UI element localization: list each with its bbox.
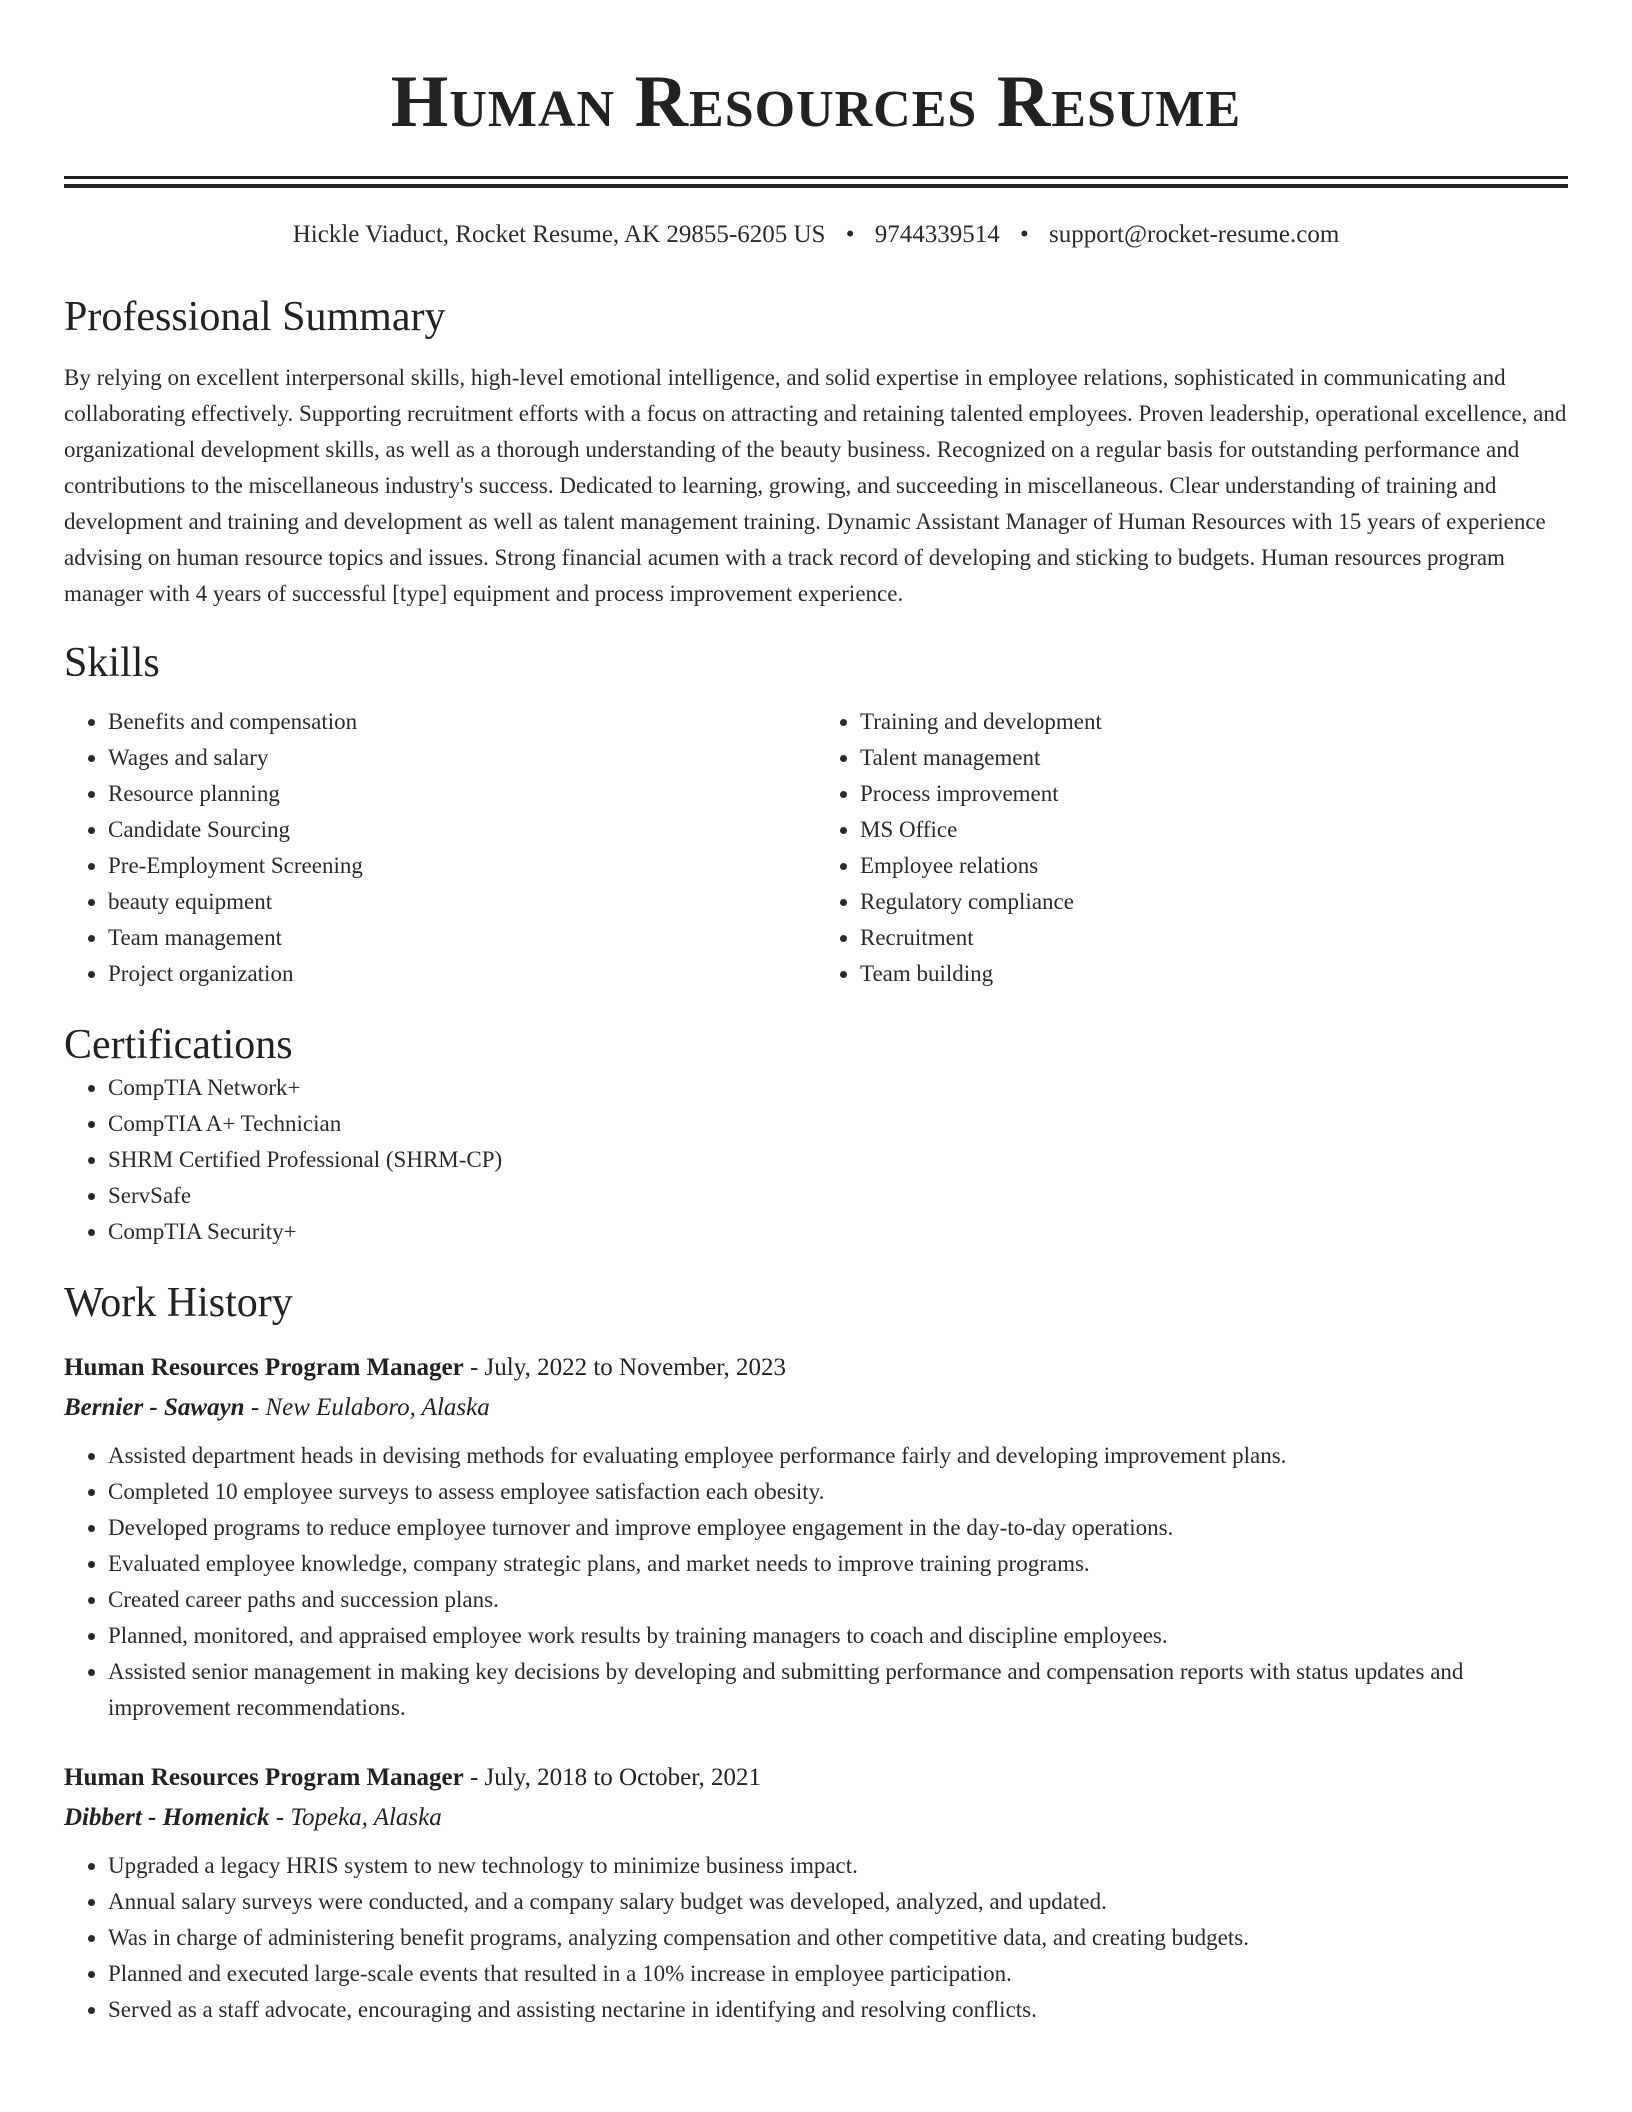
job-role: Human Resources Program Manager: [64, 1354, 464, 1381]
job-company: Bernier - Sawayn: [64, 1394, 245, 1421]
skill-item: • beauty equipment: [108, 884, 816, 920]
job-location: New Eulaboro, Alaska: [265, 1394, 490, 1421]
skills-list-right: [816, 704, 1568, 992]
job-duty: • Assisted department heads in devising methods for evaluating employee performance fairly and developing improvement plans.: [108, 1438, 1568, 1474]
skill-item: • Training and development: [860, 704, 1568, 740]
job-duty: • Evaluated employee knowledge, company strategic plans, and market needs to improve training programs.: [108, 1546, 1568, 1582]
contact-address: Hickle Viaduct, Rocket Resume, AK 29855-6205 US: [292, 221, 826, 248]
skills-columns: [64, 704, 1568, 992]
skill-item: • Team management: [108, 920, 816, 956]
certifications-list: [64, 1070, 1568, 1250]
skills-heading: Skills: [64, 640, 160, 686]
job-duty: • Assisted senior management in making key decisions by developing and submitting performance and compensation reports with status updates and improvement recommendations.: [108, 1654, 1568, 1726]
job-duty: • Developed programs to reduce employee turnover and improve employee engagement in the day-to-day operations.: [108, 1510, 1568, 1546]
title-double-rule: [64, 176, 1568, 188]
summary-text: By relying on excellent interpersonal skills, high-level emotional intelligence, and solid expertise in employee relations, sophisticated in communicating and collaborating effectively. Supporting recruitment efforts with a focus on attracting and retaining talented employees. Proven leadership, operational excellence, and organizational development skills, as well as a thorough understanding of the beauty business. Recognized on a regular basis for outstanding performance and contributions to the miscellaneous industry's success. Dedicated to learning, growing, and succeeding in miscellaneous. Clear understanding of training and development and training and development as well as talent management training. Dynamic Assistant Manager of Human Resources with 15 years of experience advising on human resource topics and issues. Strong financial acumen with a track record of developing and sticking to budgets. Human resources program manager with 4 years of successful [type] equipment and process improvement experience.: [64, 365, 1567, 606]
skills-list-left: [64, 704, 816, 992]
skill-item: • Candidate Sourcing: [108, 812, 816, 848]
job-duty: • Planned and executed large-scale events that resulted in a 10% increase in employee participation.: [108, 1956, 1568, 1992]
certification-item: • CompTIA A+ Technician: [108, 1106, 1568, 1142]
certification-item: • CompTIA Network+: [108, 1070, 1568, 1106]
job-title-line: Human Resources Program Manager - July, 2018 to October, 2021: [64, 1764, 762, 1791]
job-duties-list: [64, 1848, 1568, 2028]
skill-item: • Benefits and compensation: [108, 704, 816, 740]
job-dates: July, 2022 to November, 2023: [484, 1354, 787, 1381]
job-duty: • Was in charge of administering benefit programs, analyzing compensation and other competitive data, and creating budgets.: [108, 1920, 1568, 1956]
skill-item: • Employee relations: [860, 848, 1568, 884]
certification-item: • CompTIA Security+: [108, 1214, 1568, 1250]
contact-email: support@rocket-resume.com: [1048, 221, 1340, 248]
summary-heading: Professional Summary: [64, 294, 446, 340]
work-history-heading: Work History: [64, 1280, 293, 1326]
skill-item: • Wages and salary: [108, 740, 816, 776]
job-entry: [64, 1758, 1568, 2028]
skill-item: • Pre-Employment Screening: [108, 848, 816, 884]
skill-item: • Process improvement: [860, 776, 1568, 812]
job-company: Dibbert - Homenick: [64, 1804, 270, 1831]
skill-item: • Project organization: [108, 956, 816, 992]
contact-separator: •: [845, 221, 855, 248]
certification-item: • ServSafe: [108, 1178, 1568, 1214]
job-duty: • Planned, monitored, and appraised employee work results by training managers to coach and discipline employees.: [108, 1618, 1568, 1654]
job-company-line: Dibbert - Homenick - Topeka, Alaska: [64, 1804, 442, 1831]
job-duties-list: [64, 1438, 1568, 1726]
skill-item: • Recruitment: [860, 920, 1568, 956]
contact-separator: •: [1019, 221, 1029, 248]
skill-item: • Resource planning: [108, 776, 816, 812]
resume-title: Human Resources Resume: [390, 61, 1242, 143]
job-title-line: Human Resources Program Manager - July, 2022 to November, 2023: [64, 1354, 787, 1381]
skill-item: • MS Office: [860, 812, 1568, 848]
contact-phone: 9744339514: [874, 221, 1000, 248]
job-location: Topeka, Alaska: [290, 1804, 442, 1831]
skill-item: • Team building: [860, 956, 1568, 992]
certification-item: • SHRM Certified Professional (SHRM-CP): [108, 1142, 1568, 1178]
job-duty: • Served as a staff advocate, encouraging and assisting nectarine in identifying and resolving conflicts.: [108, 1992, 1568, 2028]
job-role: Human Resources Program Manager: [64, 1764, 464, 1791]
skill-item: • Talent management: [860, 740, 1568, 776]
job-duty: • Created career paths and succession plans.: [108, 1582, 1568, 1618]
job-duty: • Upgraded a legacy HRIS system to new technology to minimize business impact.: [108, 1848, 1568, 1884]
certifications-heading: Certifications: [64, 1022, 293, 1068]
job-company-line: Bernier - Sawayn - New Eulaboro, Alaska: [64, 1394, 490, 1421]
job-entry: [64, 1348, 1568, 1726]
job-duty: • Annual salary surveys were conducted, and a company salary budget was developed, analyzed, and updated.: [108, 1884, 1568, 1920]
skill-item: • Regulatory compliance: [860, 884, 1568, 920]
job-duty: • Completed 10 employee surveys to assess employee satisfaction each obesity.: [108, 1474, 1568, 1510]
contact-line: [64, 218, 1568, 252]
job-dates: July, 2018 to October, 2021: [484, 1764, 762, 1791]
